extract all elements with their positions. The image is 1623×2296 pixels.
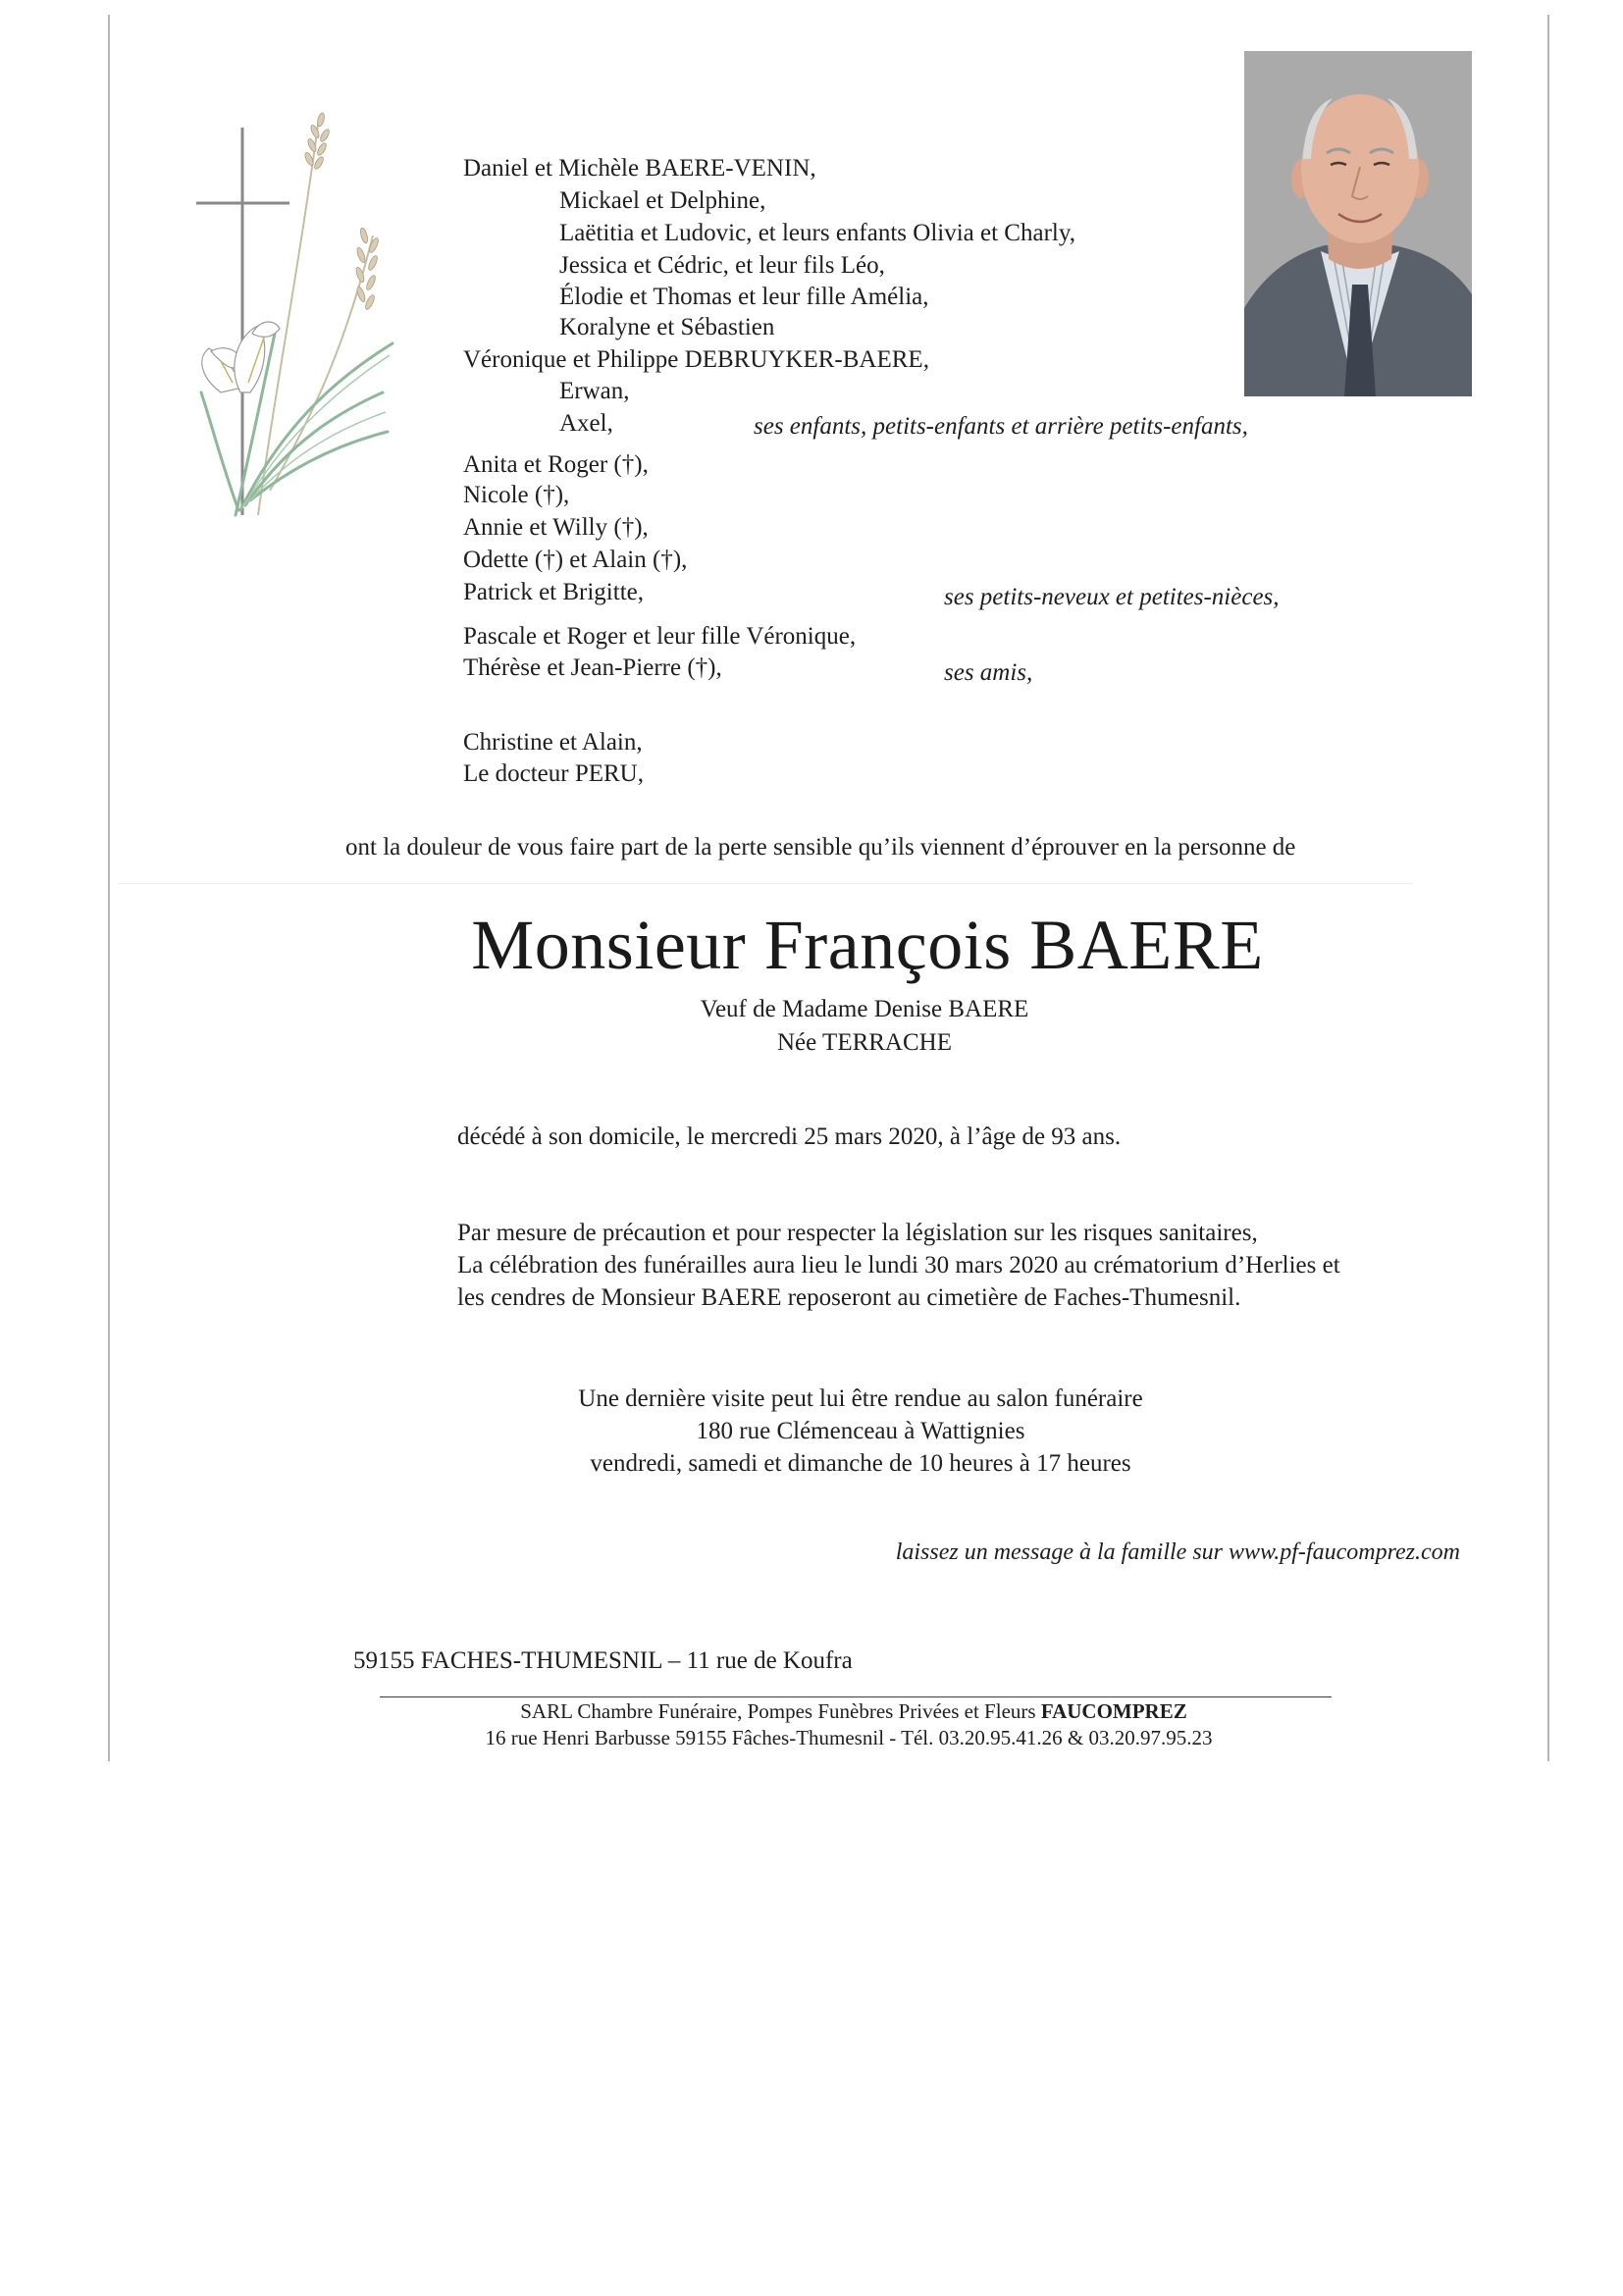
deceased-name: Monsieur François BAERE <box>471 906 1264 984</box>
portrait-photo <box>1244 51 1472 396</box>
cross-lily-decoration-icon <box>182 98 407 530</box>
visit-line: Une dernière visite peut lui être rendue au salon funéraire <box>578 1385 1143 1412</box>
ceremony-line: les cendres de Monsieur BAERE reposeront au cimetière de Faches-Thumesnil. <box>457 1284 1241 1311</box>
relation-caption: ses amis, <box>944 659 1033 686</box>
visit-line: vendredi, samedi et dimanche de 10 heures à 17 heures <box>590 1450 1131 1477</box>
relation-caption: ses enfants, petits-enfants et arrière petits-enfants, <box>754 413 1248 440</box>
death-details: décédé à son domicile, le mercredi 25 mars 2020, à l’âge de 93 ans. <box>457 1123 1122 1150</box>
family-member-line: Véronique et Philippe DEBRUYKER-BAERE, <box>463 346 929 373</box>
funeral-home-name-line <box>520 1698 1187 1724</box>
visit-line: 180 rue Clémenceau à Wattignies <box>696 1418 1025 1444</box>
funeral-home-address: 16 rue Henri Barbusse 59155 Fâches-Thumesnil - Tél. 03.20.95.41.26 & 03.20.97.95.23 <box>485 1726 1213 1749</box>
family-member-line: Nicole (†), <box>463 482 570 508</box>
family-member-line: Axel, <box>559 410 613 437</box>
family-member-line: Koralyne et Sébastien <box>559 314 775 340</box>
left-border-line <box>108 15 110 1761</box>
family-member-line: Erwan, <box>559 378 630 404</box>
condolence-message-link: laissez un message à la famille sur www.pf-faucomprez.com <box>895 1539 1460 1565</box>
family-member-line: Odette (†) et Alain (†), <box>463 547 688 573</box>
funeral-home-brand: FAUCOMPREZ <box>1040 1699 1187 1723</box>
other-mourner-line: Christine et Alain, <box>463 729 643 756</box>
scan-artifact-line <box>118 883 1413 884</box>
family-member-line: Annie et Willy (†), <box>463 514 649 541</box>
friend-line: Thérèse et Jean-Pierre (†), <box>463 654 722 681</box>
right-border-line <box>1547 15 1549 1761</box>
family-member-line: Élodie et Thomas et leur fille Amélia, <box>559 284 929 310</box>
other-mourner-line: Le docteur PERU, <box>463 760 644 787</box>
family-member-line: Laëtitia et Ludovic, et leurs enfants Olivia et Charly, <box>559 220 1075 246</box>
family-member-line: Mickael et Delphine, <box>559 187 766 214</box>
family-address: 59155 FACHES-THUMESNIL – 11 rue de Koufra <box>353 1647 853 1674</box>
family-member-line: Jessica et Cédric, et leur fils Léo, <box>559 252 885 279</box>
family-member-line: Daniel et Michèle BAERE-VENIN, <box>463 155 816 182</box>
family-member-line: Anita et Roger (†), <box>463 451 649 478</box>
announcement-text: ont la douleur de vous faire part de la perte sensible qu’ils viennent d’éprouver en la personne de <box>345 834 1296 861</box>
ceremony-line: Par mesure de précaution et pour respecter la législation sur les risques sanitaires, <box>457 1220 1258 1246</box>
relation-caption: ses petits-neveux et petites-nièces, <box>944 584 1280 610</box>
ceremony-line: La célébration des funérailles aura lieu le lundi 30 mars 2020 au crématorium d’Herlies et <box>457 1252 1340 1278</box>
footer-divider <box>380 1696 1332 1697</box>
maiden-name-line: Née TERRACHE <box>777 1029 952 1056</box>
funeral-home-prefix: SARL Chambre Funéraire, Pompes Funèbres Privées et Fleurs <box>520 1699 1036 1723</box>
friend-line: Pascale et Roger et leur fille Véronique, <box>463 623 857 650</box>
family-member-line: Patrick et Brigitte, <box>463 579 644 605</box>
spouse-line: Veuf de Madame Denise BAERE <box>700 996 1029 1022</box>
